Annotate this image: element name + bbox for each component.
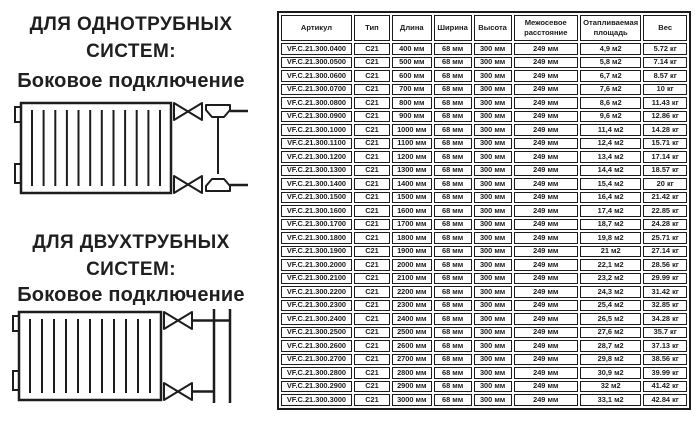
table-cell: 1700 мм — [392, 219, 432, 231]
one-pipe-title-line1: ДЛЯ ОДНОТРУБНЫХ — [29, 14, 233, 35]
column-header: Артикул — [281, 15, 352, 41]
table-cell: 35.7 кг — [643, 327, 687, 339]
table-cell: 300 мм — [474, 192, 512, 204]
table-cell: 5,8 м2 — [580, 57, 642, 69]
table-cell: C21 — [354, 84, 390, 96]
table-cell: 68 мм — [434, 205, 472, 217]
table-cell: VF.C.21.300.0800 — [281, 97, 352, 109]
table-cell: VF.C.21.300.2400 — [281, 313, 352, 325]
table-cell: 68 мм — [434, 354, 472, 366]
table-row — [281, 367, 687, 379]
table-cell: 1100 мм — [392, 138, 432, 150]
one-pipe-title-line2: СИСТЕМ: — [86, 40, 176, 62]
table-cell: C21 — [354, 246, 390, 258]
table-row — [281, 273, 687, 285]
table-row — [281, 124, 687, 136]
table-cell: 8,6 м2 — [580, 97, 642, 109]
table-cell: 2000 мм — [392, 259, 432, 271]
column-header: Ширина — [434, 15, 472, 41]
table-cell: 68 мм — [434, 246, 472, 258]
table-cell: 300 мм — [474, 138, 512, 150]
table-cell: 249 мм — [514, 381, 578, 393]
table-cell: 68 мм — [434, 84, 472, 96]
table-cell: 29.99 кг — [643, 273, 687, 285]
table-row — [281, 138, 687, 150]
table-cell: 14,4 м2 — [580, 165, 642, 177]
table-cell: C21 — [354, 219, 390, 231]
table-cell: VF.C.21.300.2500 — [281, 327, 352, 339]
table-cell: 2200 мм — [392, 286, 432, 298]
table-cell: 14.28 кг — [643, 124, 687, 136]
table-row — [281, 111, 687, 123]
table-cell: 249 мм — [514, 327, 578, 339]
table-cell: 300 мм — [474, 340, 512, 352]
table-cell: 7,6 м2 — [580, 84, 642, 96]
table-cell: C21 — [354, 165, 390, 177]
table-cell: 8.57 кг — [643, 70, 687, 82]
table-row — [281, 84, 687, 96]
table-row — [281, 340, 687, 352]
table-cell: 26,5 м2 — [580, 313, 642, 325]
table-cell: 24,3 м2 — [580, 286, 642, 298]
table-cell: 24.28 кг — [643, 219, 687, 231]
table-cell: 33,1 м2 — [580, 394, 642, 406]
table-cell: VF.C.21.300.2000 — [281, 259, 352, 271]
table-cell: 11.43 кг — [643, 97, 687, 109]
table-cell: 30,9 м2 — [580, 367, 642, 379]
table-cell: 68 мм — [434, 367, 472, 379]
table-cell: 41.42 кг — [643, 381, 687, 393]
table-cell: 12,4 м2 — [580, 138, 642, 150]
table-row — [281, 57, 687, 69]
table-cell: C21 — [354, 70, 390, 82]
table-row — [281, 178, 687, 190]
radiator-two-pipe-diagram-icon — [12, 308, 238, 404]
table-cell: 68 мм — [434, 300, 472, 312]
table-cell: 3000 мм — [392, 394, 432, 406]
table-row — [281, 381, 687, 393]
table-cell: 300 мм — [474, 300, 512, 312]
table-cell: 68 мм — [434, 286, 472, 298]
table-cell: 600 мм — [392, 70, 432, 82]
table-cell: 68 мм — [434, 232, 472, 244]
table-cell: 68 мм — [434, 124, 472, 136]
table-cell: 4,9 м2 — [580, 43, 642, 55]
table-cell: C21 — [354, 313, 390, 325]
table-row — [281, 43, 687, 55]
table-cell: 300 мм — [474, 205, 512, 217]
table-cell: 249 мм — [514, 259, 578, 271]
table-cell: VF.C.21.300.1800 — [281, 232, 352, 244]
table-cell: 19,8 м2 — [580, 232, 642, 244]
table-cell: 22,1 м2 — [580, 259, 642, 271]
table-cell: 5.72 кг — [643, 43, 687, 55]
table-cell: VF.C.21.300.3000 — [281, 394, 352, 406]
table-cell: C21 — [354, 340, 390, 352]
table-cell: 300 мм — [474, 381, 512, 393]
table-cell: 68 мм — [434, 394, 472, 406]
table-cell: 500 мм — [392, 57, 432, 69]
table-cell: C21 — [354, 381, 390, 393]
table-cell: 9,6 м2 — [580, 111, 642, 123]
table-cell: 68 мм — [434, 313, 472, 325]
table-cell: 1600 мм — [392, 205, 432, 217]
table-cell: 2900 мм — [392, 381, 432, 393]
table-cell: 249 мм — [514, 219, 578, 231]
table-cell: 7.14 кг — [643, 57, 687, 69]
table-cell: 2400 мм — [392, 313, 432, 325]
table-cell: 300 мм — [474, 367, 512, 379]
table-cell: 25,4 м2 — [580, 300, 642, 312]
table-cell: 23,2 м2 — [580, 273, 642, 285]
table-cell: 15.71 кг — [643, 138, 687, 150]
table-cell: C21 — [354, 327, 390, 339]
table-cell: VF.C.21.300.0900 — [281, 111, 352, 123]
table-cell: 2600 мм — [392, 340, 432, 352]
table-cell: 249 мм — [514, 394, 578, 406]
one-pipe-subtitle: Боковое подключение — [17, 70, 245, 92]
table-row — [281, 205, 687, 217]
table-cell: 249 мм — [514, 192, 578, 204]
table-cell: 249 мм — [514, 97, 578, 109]
table-cell: 700 мм — [392, 84, 432, 96]
table-cell: 1200 мм — [392, 151, 432, 163]
table-cell: C21 — [354, 97, 390, 109]
table-row — [281, 219, 687, 231]
table-cell: C21 — [354, 57, 390, 69]
table-cell: 68 мм — [434, 192, 472, 204]
table-cell: 1300 мм — [392, 165, 432, 177]
table-cell: 68 мм — [434, 138, 472, 150]
radiator-spec-table — [277, 11, 691, 410]
column-header: Вес — [643, 15, 687, 41]
table-row — [281, 394, 687, 406]
table-cell: C21 — [354, 192, 390, 204]
table-cell: VF.C.21.300.1400 — [281, 178, 352, 190]
table-cell: VF.C.21.300.2600 — [281, 340, 352, 352]
table-cell: VF.C.21.300.2800 — [281, 367, 352, 379]
table-cell: C21 — [354, 354, 390, 366]
table-cell: VF.C.21.300.2900 — [281, 381, 352, 393]
table-cell: 2100 мм — [392, 273, 432, 285]
table-cell: 22.85 кг — [643, 205, 687, 217]
table-cell: 300 мм — [474, 273, 512, 285]
table-cell: 2300 мм — [392, 300, 432, 312]
table-cell: 28.56 кг — [643, 259, 687, 271]
table-cell: 2800 мм — [392, 367, 432, 379]
table-cell: 10 кг — [643, 84, 687, 96]
table-cell: 300 мм — [474, 259, 512, 271]
table-cell: 249 мм — [514, 354, 578, 366]
table-cell: VF.C.21.300.0500 — [281, 57, 352, 69]
two-pipe-section-title — [0, 230, 262, 283]
table-cell: 249 мм — [514, 232, 578, 244]
table-cell: 1400 мм — [392, 178, 432, 190]
table-cell: VF.C.21.300.1300 — [281, 165, 352, 177]
table-cell: 249 мм — [514, 367, 578, 379]
table-cell: 300 мм — [474, 165, 512, 177]
table-cell: VF.C.21.300.2700 — [281, 354, 352, 366]
table-cell: 31.42 кг — [643, 286, 687, 298]
table-cell: 68 мм — [434, 70, 472, 82]
table-row — [281, 259, 687, 271]
table-cell: 800 мм — [392, 97, 432, 109]
table-cell: 29,8 м2 — [580, 354, 642, 366]
table-cell: 300 мм — [474, 354, 512, 366]
table-cell: 12.86 кг — [643, 111, 687, 123]
table-cell: 249 мм — [514, 111, 578, 123]
table-cell: 300 мм — [474, 70, 512, 82]
table-cell: 32 м2 — [580, 381, 642, 393]
two-pipe-title-line2: СИСТЕМ: — [86, 258, 176, 280]
table-cell: 21 м2 — [580, 246, 642, 258]
table-cell: 249 мм — [514, 246, 578, 258]
table-cell: 25.71 кг — [643, 232, 687, 244]
table-cell: 68 мм — [434, 57, 472, 69]
column-header: Межосевое расстояние — [514, 15, 578, 41]
table-cell: 249 мм — [514, 151, 578, 163]
table-cell: 27,6 м2 — [580, 327, 642, 339]
table-cell: 18,7 м2 — [580, 219, 642, 231]
table-cell: VF.C.21.300.0400 — [281, 43, 352, 55]
table-row — [281, 300, 687, 312]
table-cell: 249 мм — [514, 70, 578, 82]
table-cell: VF.C.21.300.1500 — [281, 192, 352, 204]
column-header: Отапливаемая площадь — [580, 15, 642, 41]
table-cell: 68 мм — [434, 178, 472, 190]
table-cell: VF.C.21.300.1700 — [281, 219, 352, 231]
table-cell: 249 мм — [514, 124, 578, 136]
table-row — [281, 246, 687, 258]
table-cell: C21 — [354, 205, 390, 217]
radiator-spec-table-container — [277, 11, 691, 410]
radiator-one-pipe-diagram-icon — [14, 98, 248, 198]
column-header: Высота — [474, 15, 512, 41]
table-cell: 1500 мм — [392, 192, 432, 204]
table-cell: 68 мм — [434, 111, 472, 123]
table-cell: 18.57 кг — [643, 165, 687, 177]
table-cell: 2500 мм — [392, 327, 432, 339]
table-row — [281, 313, 687, 325]
table-cell: 27.14 кг — [643, 246, 687, 258]
table-cell: 300 мм — [474, 313, 512, 325]
table-cell: C21 — [354, 300, 390, 312]
table-cell: 2700 мм — [392, 354, 432, 366]
table-cell: 300 мм — [474, 246, 512, 258]
table-cell: 42.84 кг — [643, 394, 687, 406]
table-cell: 300 мм — [474, 394, 512, 406]
table-cell: 68 мм — [434, 151, 472, 163]
table-cell: 300 мм — [474, 232, 512, 244]
table-row — [281, 165, 687, 177]
table-cell: C21 — [354, 43, 390, 55]
table-cell: 249 мм — [514, 165, 578, 177]
table-cell: 249 мм — [514, 205, 578, 217]
table-cell: 300 мм — [474, 219, 512, 231]
table-cell: 249 мм — [514, 273, 578, 285]
table-cell: VF.C.21.300.2200 — [281, 286, 352, 298]
table-cell: 68 мм — [434, 259, 472, 271]
table-cell: C21 — [354, 394, 390, 406]
one-pipe-section-title — [0, 12, 262, 65]
table-cell: 17.14 кг — [643, 151, 687, 163]
table-cell: 38.56 кг — [643, 354, 687, 366]
two-pipe-title-line1: ДЛЯ ДВУХТРУБНЫХ — [32, 232, 230, 253]
table-cell: 300 мм — [474, 111, 512, 123]
table-cell: C21 — [354, 111, 390, 123]
table-cell: 400 мм — [392, 43, 432, 55]
table-cell: 249 мм — [514, 57, 578, 69]
table-cell: C21 — [354, 178, 390, 190]
table-cell: C21 — [354, 286, 390, 298]
table-cell: VF.C.21.300.1200 — [281, 151, 352, 163]
table-cell: 32.85 кг — [643, 300, 687, 312]
table-cell: 20 кг — [643, 178, 687, 190]
table-cell: 300 мм — [474, 327, 512, 339]
table-row — [281, 232, 687, 244]
table-row — [281, 192, 687, 204]
table-cell: 68 мм — [434, 219, 472, 231]
table-cell: 1000 мм — [392, 124, 432, 136]
table-cell: 249 мм — [514, 43, 578, 55]
column-header: Длина — [392, 15, 432, 41]
table-cell: 300 мм — [474, 57, 512, 69]
table-cell: 68 мм — [434, 43, 472, 55]
column-header: Тип — [354, 15, 390, 41]
table-cell: VF.C.21.300.0600 — [281, 70, 352, 82]
table-cell: 249 мм — [514, 84, 578, 96]
table-row — [281, 327, 687, 339]
table-cell: 16,4 м2 — [580, 192, 642, 204]
table-cell: 1800 мм — [392, 232, 432, 244]
table-cell: C21 — [354, 273, 390, 285]
table-cell: C21 — [354, 367, 390, 379]
table-row — [281, 151, 687, 163]
table-cell: 28,7 м2 — [580, 340, 642, 352]
table-row — [281, 97, 687, 109]
table-cell: 249 мм — [514, 178, 578, 190]
table-cell: 68 мм — [434, 165, 472, 177]
table-cell: 39.99 кг — [643, 367, 687, 379]
table-cell: 300 мм — [474, 43, 512, 55]
table-cell: 900 мм — [392, 111, 432, 123]
table-cell: 249 мм — [514, 340, 578, 352]
table-cell: 249 мм — [514, 286, 578, 298]
table-cell: VF.C.21.300.1100 — [281, 138, 352, 150]
table-cell: 1900 мм — [392, 246, 432, 258]
table-cell: 300 мм — [474, 124, 512, 136]
table-cell: 249 мм — [514, 313, 578, 325]
table-cell: 17,4 м2 — [580, 205, 642, 217]
table-cell: 11,4 м2 — [580, 124, 642, 136]
table-cell: 13,4 м2 — [580, 151, 642, 163]
table-cell: 21.42 кг — [643, 192, 687, 204]
table-cell: C21 — [354, 138, 390, 150]
table-cell: 249 мм — [514, 300, 578, 312]
table-cell: 68 мм — [434, 340, 472, 352]
table-cell: 6,7 м2 — [580, 70, 642, 82]
table-cell: C21 — [354, 124, 390, 136]
table-cell: C21 — [354, 259, 390, 271]
table-cell: 68 мм — [434, 327, 472, 339]
table-row — [281, 70, 687, 82]
table-row — [281, 354, 687, 366]
table-cell: 300 мм — [474, 151, 512, 163]
table-cell: 300 мм — [474, 178, 512, 190]
table-cell: 300 мм — [474, 97, 512, 109]
table-cell: 249 мм — [514, 138, 578, 150]
table-cell: C21 — [354, 232, 390, 244]
table-cell: 15,4 м2 — [580, 178, 642, 190]
table-cell: C21 — [354, 151, 390, 163]
table-cell: 68 мм — [434, 97, 472, 109]
table-cell: 300 мм — [474, 286, 512, 298]
spec-table-body — [281, 43, 687, 406]
table-row — [281, 286, 687, 298]
table-cell: 34.28 кг — [643, 313, 687, 325]
table-cell: VF.C.21.300.2100 — [281, 273, 352, 285]
table-cell: 300 мм — [474, 84, 512, 96]
table-cell: VF.C.21.300.1000 — [281, 124, 352, 136]
table-cell: 68 мм — [434, 273, 472, 285]
table-cell: VF.C.21.300.1600 — [281, 205, 352, 217]
table-cell: VF.C.21.300.1900 — [281, 246, 352, 258]
two-pipe-subtitle: Боковое подключение — [17, 284, 245, 306]
connection-schemes-panel — [0, 0, 274, 421]
table-cell: VF.C.21.300.2300 — [281, 300, 352, 312]
table-cell: VF.C.21.300.0700 — [281, 84, 352, 96]
spec-table-header-row — [281, 15, 687, 41]
table-cell: 37.13 кг — [643, 340, 687, 352]
table-cell: 68 мм — [434, 381, 472, 393]
